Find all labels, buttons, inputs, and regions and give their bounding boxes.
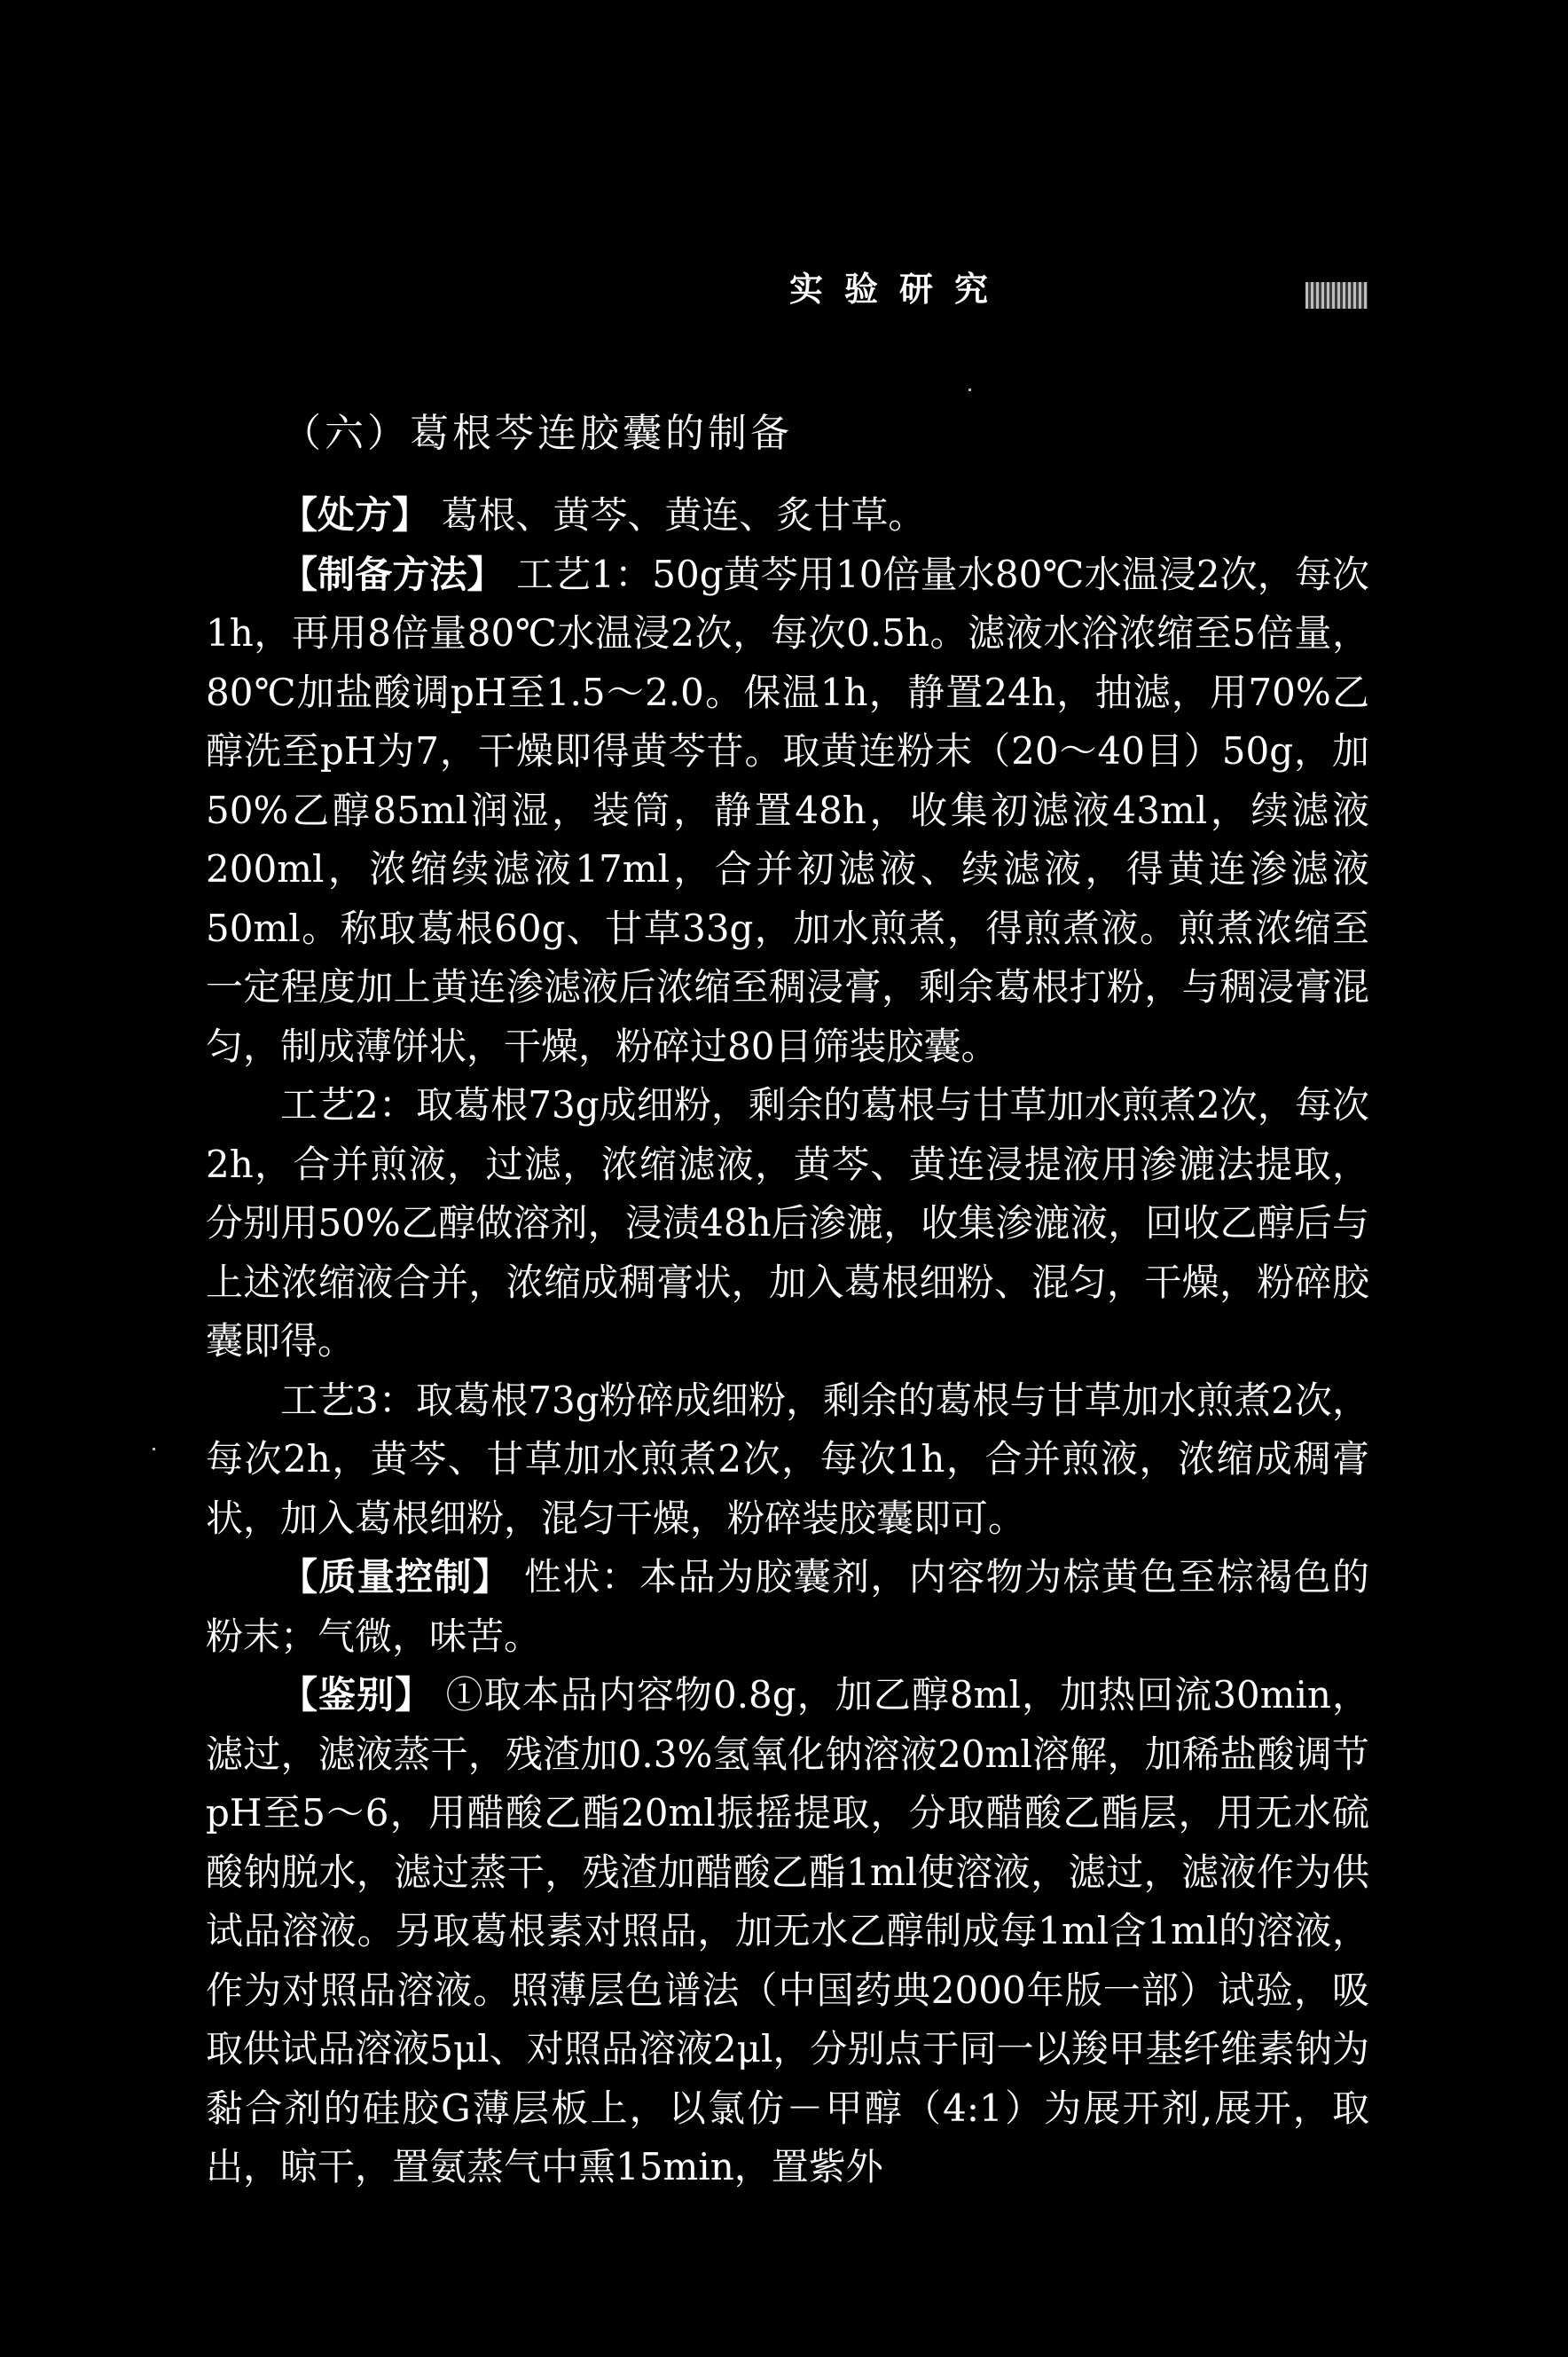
paragraph-preparation-method bbox=[206, 546, 1369, 1077]
paragraph-text: 工艺3：取葛根73g粉碎成细粉，剩余的葛根与甘草加水煎煮2次，每次2h，黄芩、甘草加水煎煮2次，每次1h，合并煎液，浓缩成稠膏状，加入葛根细粉，混匀干燥，粉碎装胶囊即可。 bbox=[206, 1378, 1369, 1540]
paragraph-prescription bbox=[206, 486, 1369, 546]
scan-speck bbox=[153, 1448, 155, 1450]
paragraph-process-3 bbox=[206, 1371, 1369, 1549]
paragraph-text: 葛根、黄芩、黄连、炙甘草。 bbox=[429, 493, 926, 537]
scan-speck bbox=[968, 389, 971, 391]
paragraph-label: 【质量控制】 bbox=[280, 1555, 512, 1599]
paragraph-quality-control bbox=[206, 1548, 1369, 1666]
running-head: 实验研究 bbox=[789, 269, 1010, 309]
paragraph-label: 【制备方法】 bbox=[280, 552, 505, 596]
paragraph-identification bbox=[206, 1666, 1369, 2197]
paragraph-text: 工艺2：取葛根73g成细粉，剩余的葛根与甘草加水煎煮2次，每次2h，合并煎液，过滤，浓缩滤液，黄芩、黄连浸提液用渗漉法提取，分别用50%乙醇做溶剂，浸渍48h后渗漉，收集渗漉液，回收乙醇后与上述浓缩液合并，浓缩成稠膏状，加入葛根细粉、混匀，干燥，粉碎胶囊即得。 bbox=[206, 1083, 1369, 1363]
body-text bbox=[206, 486, 1369, 2197]
paragraph-label: 【处方】 bbox=[280, 493, 430, 537]
paragraph-text: ①取本品内容物0.8g，加乙醇8ml，加热回流30min，滤过，滤液蒸干，残渣加0.3%氢氧化钠溶液20ml溶解，加稀盐酸调节pH至5～6，用醋酸乙酯20ml振摇提取，分取醋酸乙酯层，用无水硫酸钠脱水，滤过蒸干，残渣加醋酸乙酯1ml使溶液，滤过，滤液作为供试品溶液。另取葛根素对照品，加无水乙醇制成每1ml含1ml的溶液，作为对照品溶液。照薄层色谱法（中国药典2000年版一部）试验，吸取供试品溶液5μl、对照品溶液2μl，分别点于同一以羧甲基纤维素钠为黏合剂的硅胶G薄层板上，以氯仿－甲醇（4:1）为展开剂,展开，取出，晾干，置氨蒸气中熏15min，置紫外 bbox=[206, 1673, 1369, 2188]
paragraph-label: 【鉴别】 bbox=[280, 1673, 434, 1717]
section-title: （六）葛根芩连胶囊的制备 bbox=[282, 411, 793, 456]
paragraph-process-2 bbox=[206, 1076, 1369, 1371]
page-corner-mark-icon bbox=[1305, 282, 1368, 309]
paragraph-text: 工艺1：50g黄芩用10倍量水80℃水温浸2次，每次1h，再用8倍量80℃水温浸2次，每次0.5h。滤液水浴浓缩至5倍量，80℃加盐酸调pH至1.5～2.0。保温1h，静置24h，抽滤，用70%乙醇洗至pH为7，干燥即得黄芩苷。取黄连粉末（20～40目）50g，加50%乙醇85ml润湿，装筒，静置48h，收集初滤液43ml，续滤液200ml，浓缩续滤液17ml，合并初滤液、续滤液，得黄连渗滤液50ml。称取葛根60g、甘草33g，加水煎煮，得煎煮液。煎煮浓缩至一定程度加上黄连渗滤液后浓缩至稠浸膏，剩余葛根打粉，与稠浸膏混匀，制成薄饼状，干燥，粉碎过80目筛装胶囊。 bbox=[206, 552, 1369, 1068]
paragraph-text: 性状：本品为胶囊剂，内容物为棕黄色至棕褐色的粉末；气微，味苦。 bbox=[206, 1555, 1369, 1658]
